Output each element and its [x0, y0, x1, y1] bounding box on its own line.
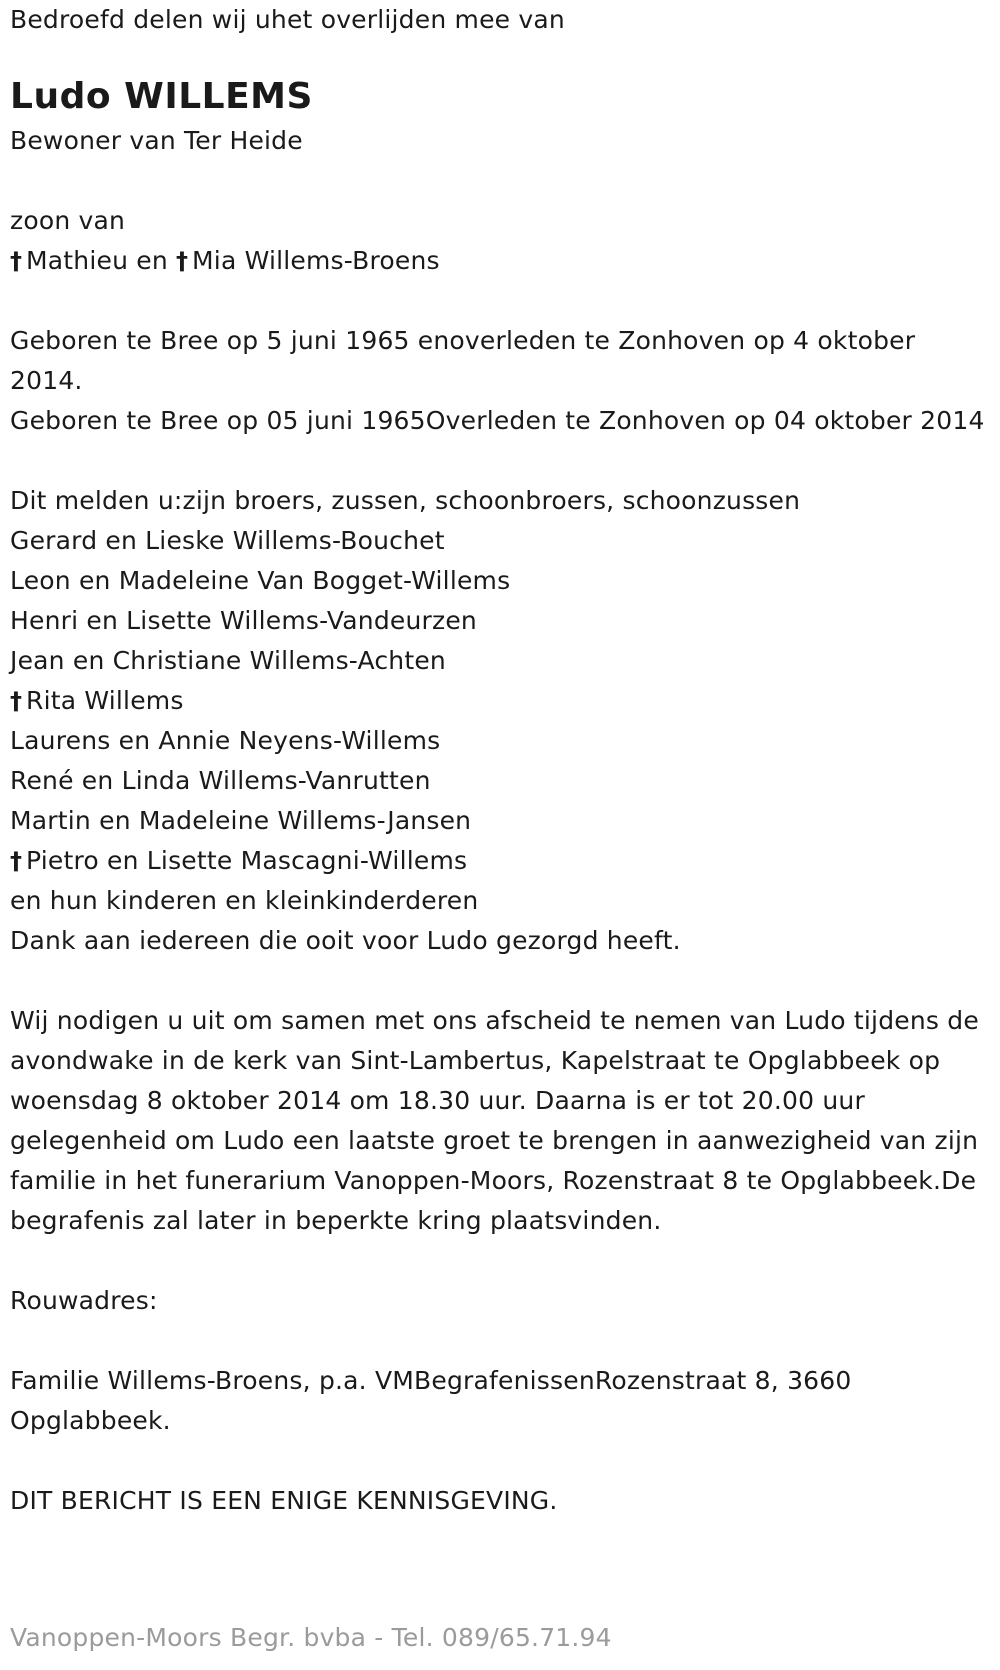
- family-list: [10, 521, 995, 881]
- family-member-name: Jean en Christiane Willems-Achten: [10, 646, 446, 675]
- parents-label: zoon van: [10, 206, 126, 235]
- invitation-text: Wij nodigen u uit om samen met ons afscheid te nemen van Ludo tijdens de avondwake in de kerk van Sint-Lambertus, Kapelstraat te Opglabbeek op woensdag 8 oktober 2014 om 18.30 uur. Daarna is er tot 20.00 uur gelegenheid om Ludo een laatste groet te brengen in aanwezigheid van zijn familie in het funerarium Vanoppen-Moors, Rozenstraat 8 te Opglabbeek.De begrafenis zal later in beperkte kring plaatsvinden.: [10, 1006, 988, 1235]
- family-member: [10, 521, 995, 561]
- spacer: [10, 441, 995, 481]
- obituary-document: [10, 0, 995, 1521]
- family-member: [10, 681, 995, 721]
- family-member: [10, 801, 995, 841]
- family-member: [10, 761, 995, 801]
- parents-joiner: en: [128, 246, 177, 275]
- mourning-address: Familie Willems-Broens, p.a. VMBegrafenissenRozenstraat 8, 3660 Opglabbeek.: [10, 1366, 860, 1435]
- spacer: [10, 961, 995, 1001]
- spacer: [10, 1241, 995, 1281]
- spacer: [10, 1321, 995, 1361]
- footer-contact: Vanoppen-Moors Begr. bvba - Tel. 089/65.71.94: [10, 1623, 612, 1652]
- family-member: [10, 721, 995, 761]
- family-member-name: Leon en Madeleine Van Bogget-Willems: [10, 566, 511, 595]
- cross-icon: †: [176, 247, 189, 275]
- mother-name: Mia Willems-Broens: [192, 246, 440, 275]
- notice-text: DIT BERICHT IS EEN ENIGE KENNISGEVING.: [10, 1486, 558, 1515]
- cross-icon: †: [10, 687, 23, 715]
- grandchildren-line: en hun kinderen en kleinkinderderen: [10, 886, 479, 915]
- deceased-residence: Bewoner van Ter Heide: [10, 126, 303, 155]
- family-intro: Dit melden u:zijn broers, zussen, schoonbroers, schoonzussen: [10, 486, 801, 515]
- family-member: [10, 641, 995, 681]
- spacer: [10, 1441, 995, 1481]
- family-member-name: Pietro en Lisette Mascagni-Willems: [26, 846, 468, 875]
- family-member-name: Martin en Madeleine Willems-Jansen: [10, 806, 472, 835]
- cross-icon: †: [10, 247, 23, 275]
- birth-death-line-2: Geboren te Bree op 05 juni 1965Overleden te Zonhoven op 04 oktober 2014: [10, 406, 985, 435]
- family-member-name: René en Linda Willems-Vanrutten: [10, 766, 431, 795]
- intro-text: Bedroefd delen wij uhet overlijden mee van: [10, 5, 565, 34]
- deceased-name: Ludo WILLEMS: [10, 76, 313, 117]
- birth-death-line-1: Geboren te Bree op 5 juni 1965 enoverleden te Zonhoven op 4 oktober 2014.: [10, 326, 924, 395]
- mourning-address-label: Rouwadres:: [10, 1286, 158, 1315]
- father-name: Mathieu: [26, 246, 129, 275]
- spacer: [10, 281, 995, 321]
- parents-names: [10, 241, 995, 281]
- cross-icon: †: [10, 847, 23, 875]
- family-member-name: Rita Willems: [26, 686, 184, 715]
- spacer: [10, 161, 995, 201]
- family-member-name: Laurens en Annie Neyens-Willems: [10, 726, 441, 755]
- family-member: [10, 561, 995, 601]
- family-member-name: Henri en Lisette Willems-Vandeurzen: [10, 606, 477, 635]
- thanks-line: Dank aan iedereen die ooit voor Ludo gezorgd heeft.: [10, 926, 681, 955]
- family-member-name: Gerard en Lieske Willems-Bouchet: [10, 526, 445, 555]
- family-member: [10, 841, 995, 881]
- family-member: [10, 601, 995, 641]
